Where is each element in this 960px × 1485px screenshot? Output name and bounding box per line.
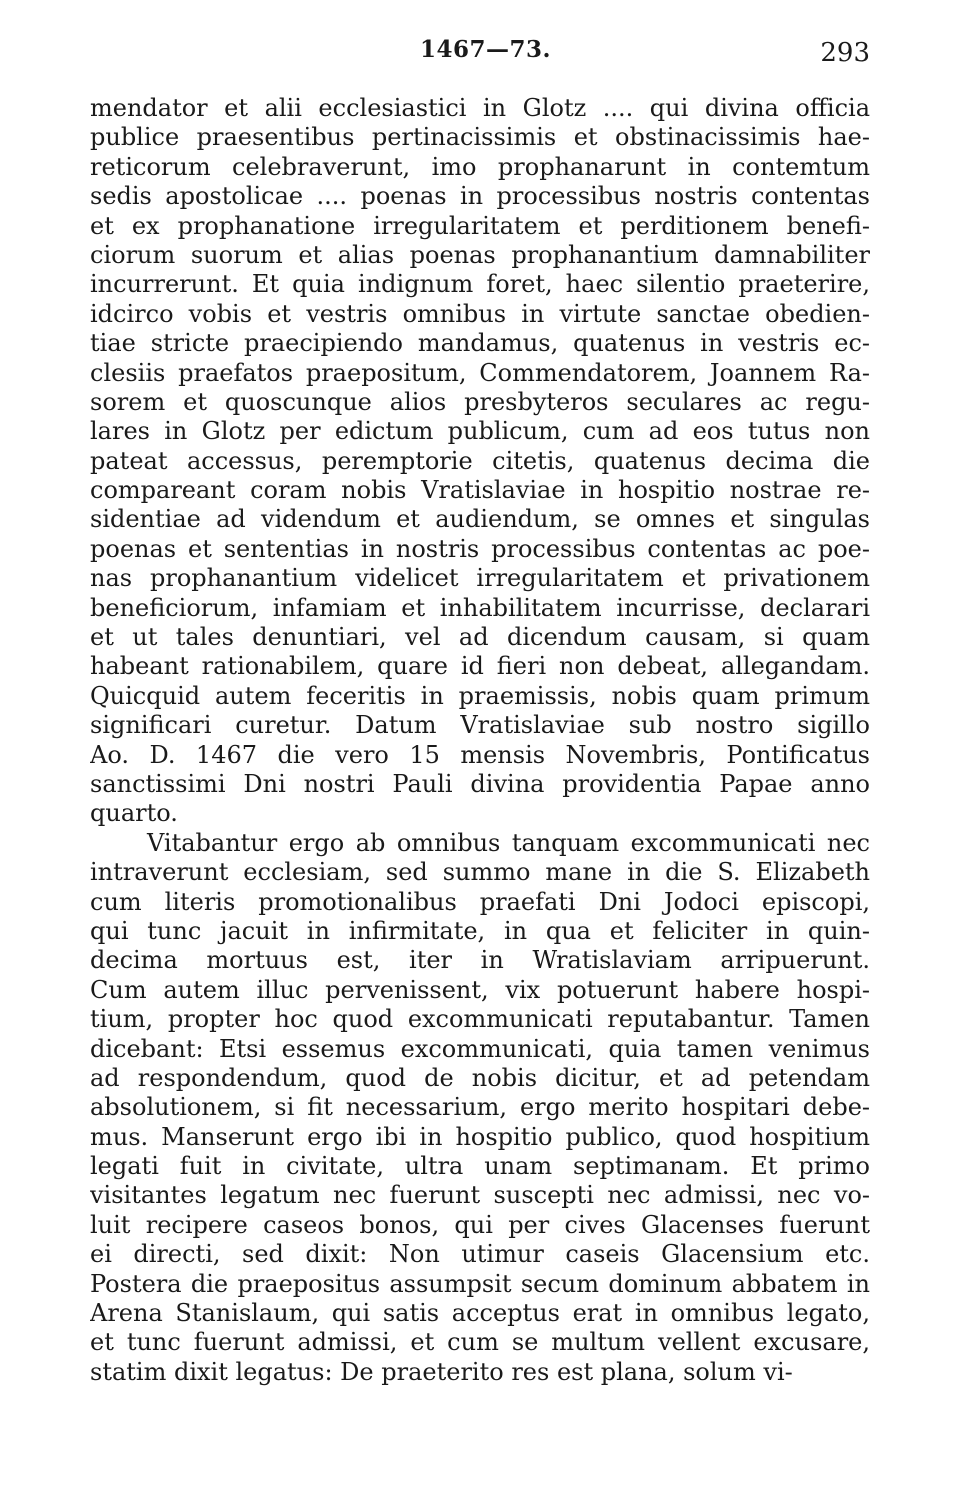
text-line: pateat accessus, peremptorie citetis, quatenus decima die (90, 446, 870, 475)
text-line: Vitabantur ergo ab omnibus tanquam excommunicati nec (147, 828, 870, 857)
running-head: 1467—73. (420, 36, 552, 63)
text-line: incurrerunt. Et quia indignum foret, haec silentio praeterire, (90, 270, 870, 299)
text-line: dicebant: Etsi essemus excommunicati, quia tamen venimus (90, 1034, 870, 1063)
text-line: qui tunc jacuit in infirmitate, in qua et feliciter in quin- (90, 916, 870, 945)
text-line: tium, propter hoc quod excommunicati reputabantur. Tamen (90, 1005, 870, 1034)
text-line: et tunc fuerunt admissi, et cum se multum vellent excusare, (90, 1328, 870, 1357)
body-text (90, 94, 870, 1387)
text-line: cum literis promotionalibus praefati Dni Jodoci episcopi, (90, 887, 870, 916)
text-line: poenas et sententias in nostris processibus contentas ac poe- (90, 534, 870, 563)
text-line: Arena Stanislaum, qui satis acceptus erat in omnibus legato, (90, 1299, 870, 1328)
text-line: Cum autem illuc pervenissent, vix potuerunt habere hospi- (90, 975, 870, 1004)
text-line: nas prophanantium videlicet irregularitatem et privationem (90, 564, 870, 593)
text-line: et ex prophanatione irregularitatem et perditionem benefi- (90, 211, 870, 240)
text-line: mus. Manserunt ergo ibi in hospitio publico, quod hospitium (90, 1122, 870, 1151)
text-line: et ut tales denuntiari, vel ad dicendum causam, si quam (90, 623, 870, 652)
text-line: beneficiorum, infamiam et inhabilitatem incurrisse, declarari (90, 593, 870, 622)
text-line: ciorum suorum et alias poenas prophanantium damnabiliter (90, 240, 870, 269)
page-number: 293 (820, 38, 870, 68)
text-line: lares in Glotz per edictum publicum, cum ad eos tutus non (90, 417, 870, 446)
text-line: Postera die praepositus assumpsit secum dominum abbatem in (90, 1269, 870, 1298)
text-line: mendator et alii ecclesiastici in Glotz .... qui divina officia (90, 94, 870, 122)
text-line: intraverunt ecclesiam, sed summo mane in die S. Elizabeth (90, 858, 870, 887)
text-line: sorem et quoscunque alios presbyteros seculares ac regu- (90, 387, 870, 416)
text-line: luit recipere caseos bonos, qui per cives Glacenses fuerunt (90, 1210, 870, 1239)
text-line: legati fuit in civitate, ultra unam septimanam. Et primo (90, 1152, 870, 1181)
text-line: Quicquid autem feceritis in praemissis, nobis quam primum (90, 681, 870, 710)
text-line: publice praesentibus pertinacissimis et obstinacissimis hae- (90, 123, 870, 152)
text-line: decima mortuus est, iter in Wratislaviam arripuerunt. (90, 946, 870, 975)
text-line: idcirco vobis et vestris omnibus in virtute sanctae obedien- (90, 299, 870, 328)
text-line: visitantes legatum nec fuerunt suscepti nec admissi, nec vo- (90, 1181, 870, 1210)
text-line: significari curetur. Datum Vratislaviae sub nostro sigillo (90, 711, 870, 740)
page-header (90, 32, 870, 68)
text-line: absolutionem, si fit necessarium, ergo merito hospitari debe- (90, 1093, 870, 1122)
text-line: quarto. (90, 799, 178, 828)
text-line: statim dixit legatus: De praeterito res est plana, solum vi- (90, 1357, 793, 1386)
text-line: tiae stricte praecipiendo mandamus, quatenus in vestris ec- (90, 329, 870, 358)
text-line: compareant coram nobis Vratislaviae in hospitio nostrae re- (90, 476, 870, 505)
text-line: Ao. D. 1467 die vero 15 mensis Novembris, Pontificatus (90, 740, 870, 769)
text-line: reticorum celebraverunt, imo prophanarunt in contemtum (90, 152, 870, 181)
text-line: sedis apostolicae .... poenas in processibus nostris contentas (90, 182, 870, 211)
text-line: habeant rationabilem, quare id fieri non debeat, allegandam. (90, 652, 870, 681)
text-line: ei directi, sed dixit: Non utimur caseis Glacensium etc. (90, 1240, 870, 1269)
text-line: ad respondendum, quod de nobis dicitur, et ad petendam (90, 1063, 870, 1092)
text-line: clesiis praefatos praepositum, Commendatorem, Joannem Ra- (90, 358, 870, 387)
text-line: sidentiae ad videndum et audiendum, se omnes et singulas (90, 505, 870, 534)
text-line: sanctissimi Dni nostri Pauli divina providentia Papae anno (90, 769, 870, 798)
